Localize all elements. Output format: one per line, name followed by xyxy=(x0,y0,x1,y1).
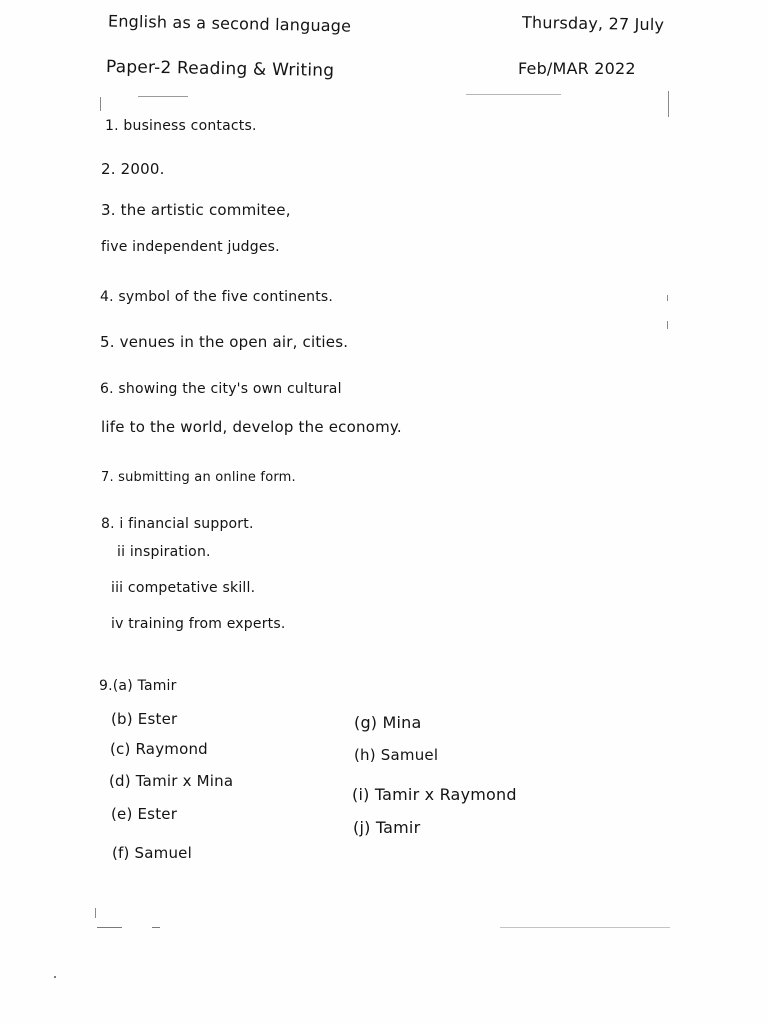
answer-9f: (f) Samuel xyxy=(112,844,192,862)
margin-mark xyxy=(95,908,96,918)
answer-9b: (b) Ester xyxy=(111,710,178,728)
answer-9h: (h) Samuel xyxy=(354,746,439,764)
answer-1: 1. business contacts. xyxy=(105,118,257,134)
answer-9c: (c) Raymond xyxy=(110,740,208,758)
answer-9j: (j) Tamir xyxy=(353,818,421,837)
answer-3-line-2: five independent judges. xyxy=(101,239,280,255)
answer-9e: (e) Ester xyxy=(111,805,178,823)
margin-mark xyxy=(667,295,668,301)
answer-8-iv: iv training from experts. xyxy=(111,616,286,632)
footer-rule xyxy=(152,927,160,928)
answer-9a: 9.(a) Tamir xyxy=(99,678,177,694)
answer-9g: (g) Mina xyxy=(354,713,422,732)
footer-rule xyxy=(500,927,670,928)
exam-session: Feb/MAR 2022 xyxy=(518,59,636,78)
answer-2: 2. 2000. xyxy=(101,160,165,178)
answer-9i: (i) Tamir x Raymond xyxy=(352,785,517,804)
margin-mark xyxy=(668,91,669,117)
answer-6-line-2: life to the world, develop the economy. xyxy=(101,418,402,436)
answer-8-iii: iii competative skill. xyxy=(111,580,256,596)
answer-5: 5. venues in the open air, cities. xyxy=(100,333,349,351)
answer-7: 7. submitting an online form. xyxy=(101,470,296,485)
answer-8-ii: ii inspiration. xyxy=(117,544,211,560)
margin-mark xyxy=(667,321,668,329)
answer-8-i: 8. i financial support. xyxy=(101,516,254,532)
date-text: Thursday, 27 July xyxy=(521,12,665,35)
header-rule xyxy=(466,94,561,95)
header-rule xyxy=(138,96,188,97)
answer-9d: (d) Tamir x Mina xyxy=(109,772,234,790)
footer-rule xyxy=(97,927,122,928)
answer-6-line-1: 6. showing the city's own cultural xyxy=(100,381,342,397)
answer-3-line-1: 3. the artistic commitee, xyxy=(101,201,291,219)
answer-4: 4. symbol of the five continents. xyxy=(100,289,334,305)
paper-title: Paper-2 Reading & Writing xyxy=(105,57,335,81)
scan-speck xyxy=(54,976,56,978)
subject-title: English as a second language xyxy=(107,11,352,36)
margin-mark xyxy=(100,97,101,111)
